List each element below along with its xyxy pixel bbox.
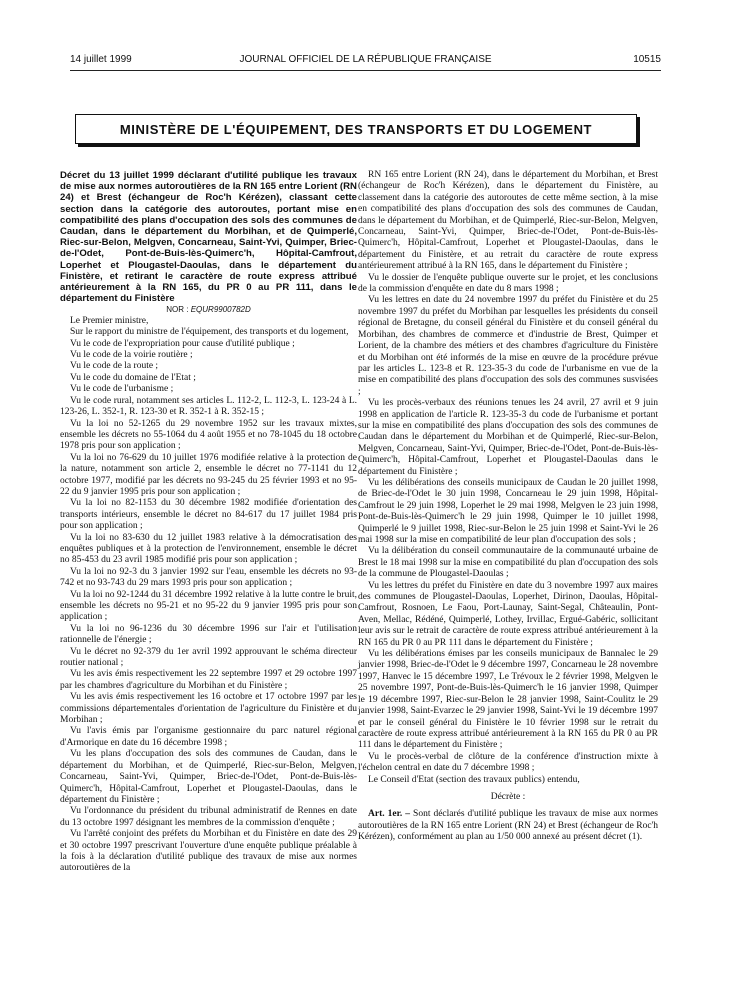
paragraph: Vu les avis émis respectivement les 22 septembre 1997 et 29 octobre 1997 par les chambres d'agriculture du Morbihan et du Finistère ; xyxy=(60,669,357,691)
decrete-heading: Décrète : xyxy=(490,791,526,802)
paragraph: Vu le code de l'urbanisme ; xyxy=(70,384,174,395)
nor-reference xyxy=(60,304,357,315)
header-date: 14 juillet 1999 xyxy=(70,54,132,65)
paragraph: Vu le procès-verbal de clôture de la conférence d'instruction mixte à l'échelon central en date du 7 décembre 1998 ; xyxy=(358,751,658,774)
paragraph: Vu l'avis émis par l'organisme gestionnaire du parc naturel régional d'Armorique en date du 16 décembre 1998 ; xyxy=(60,726,357,748)
paragraph: Vu les plans d'occupation des sols des communes de Caudan, dans le département du Morbihan, et de Quimperlé, Riec-sur-Belon, Melgven, Concarneau, Saint-Yvi, Quimper, Briec-de-l'Odet, Pont-de-Buis-lès-Quimerc'h, Hôpital-Camfrout, Loperhet et Plougastel-Daoulas, dans le département du Finistère ; xyxy=(60,749,357,805)
nor-label: NOR : xyxy=(166,305,191,315)
paragraph: Vu la loi no 83-630 du 12 juillet 1983 relative à la démocratisation des enquêtes publiques et à la protection de l'environnement, ensemble le décret no 85-453 du 23 avril 1985 modifié pris pour son application ; xyxy=(60,532,357,566)
journal-title: JOURNAL OFFICIEL DE LA RÉPUBLIQUE FRANÇAISE xyxy=(239,54,492,65)
paragraph: Vu les avis émis respectivement les 16 octobre et 17 octobre 1997 par les commissions départementales d'orientation de l'agriculture du Finistère et du Morbihan ; xyxy=(60,692,357,726)
paragraph: Vu le code de la route ; xyxy=(70,361,159,372)
right-column xyxy=(358,170,658,844)
paragraph: Vu les délibérations des conseils municipaux de Caudan le 20 juillet 1998, de Briec-de-l'Odet le 30 juin 1998, Concarneau le 29 juin 1998, Hôpital-Camfrout le 29 juin 1998, Loperhet le 29 mai 1998, Melgven le 23 juin 1998, Pont-de-Buis-lès-Quimerc'h le 29 juin 1998, Quimper le 10 juillet 1998, Quimperlé le 9 juillet 1998, Riec-sur-Belon le 25 juin 1998 et Saint-Yvi le 26 mai 1998 sur la mise en compatibilité de leur plan d'occupation des sols ; xyxy=(358,477,658,545)
paragraph: Vu la loi no 52-1265 du 29 novembre 1952 sur les travaux mixtes, ensemble les décrets no 55-1064 du 4 août 1955 et no 78-1045 du 18 octobre 1978 pris pour son application ; xyxy=(60,418,357,452)
paragraph: Vu les délibérations émises par les conseils municipaux de Bannalec le 29 janvier 1998, Briec-de-l'Odet le 9 décembre 1997, Concarneau le 28 novembre 1997, Hanvec le 15 décembre 1997, Le Trévoux le 2 février 1998, Melgven le 25 novembre 1997, Pont-de-Buis-lès-Quimerc'h le 16 janvier 1998, Quimper le 19 décembre 1997, Riec-sur-Belon le 28 janvier 1998, Saint-Coulitz le 29 janvier 1998, Saint-Evarzec le 29 janvier 1998, Saint-Yvi le 19 décembre 1997 et par le conseil général du Finistère le 10 février 1998 sur le retrait du caractère de route express attribué antérieurement à la RN 165 du PR 0 au PR 111 dans le département du Finistère ; xyxy=(358,649,658,751)
paragraph: RN 165 entre Lorient (RN 24), dans le département du Morbihan, et Brest (échangeur de Roc'h Kérézen), dans le département du Finistère, au classement dans la catégorie des autoroutes de cette même section, à la mise en compatibilité des plans d'occupation des sols des communes de Caudan, dans le département du Morbihan, et de Quimperlé, Riec-sur-Belon, Melgven, Concarneau, Saint-Yvi, Quimper, Briec-de-l'Odet, Pont-de-Buis-lès-Quimerc'h, Hôpital-Camfrout, Loperhet et Plougastel-Daoulas, dans le département du Finistère, et au retrait du caractère de route express antérieurement attribué à la RN 165, dans le département du Finistère ; xyxy=(358,170,658,272)
left-column xyxy=(60,170,357,875)
paragraph: Vu le code rural, notamment ses articles L. 112-2, L. 112-3, L. 123-24 à L. 123-26, L. 352-1, R. 123-30 et R. 352-1 à R. 352-15 ; xyxy=(60,395,357,418)
article-1-label: Art. 1er. – xyxy=(368,809,411,820)
article-1 xyxy=(358,809,658,843)
paragraph: Sur le rapport du ministre de l'équipement, des transports et du logement, xyxy=(70,327,349,338)
paragraph: Vu les procès-verbaux des réunions tenues les 24 avril, 27 avril et 9 juin 1998 en application de l'article R. 123-35-3 du code de l'urbanisme et portant sur la mise en compatibilité des plans d'occupation des sols des communes de Caudan dans le département du Morbihan et de Quimperlé, Riec-sur-Belon, Melgven, Concarneau, Saint-Yvi, Quimper, Briec-de-l'Odet, Pont-de-Buis-lès-Quimerc'h, Hôpital-Camfrout, Loperhet et Plougastel-Daoulas dans le département du Finistère ; xyxy=(358,398,658,477)
ministry-banner xyxy=(75,114,637,144)
paragraph: Vu le code de l'expropriation pour cause d'utilité publique ; xyxy=(70,338,295,349)
paragraph: Vu la loi no 82-1153 du 30 décembre 1982 modifiée d'orientation des transports intérieurs, ensemble le décret no 84-617 du 17 juillet 1984 pris pour son application ; xyxy=(60,498,357,532)
paragraph: Vu la délibération du conseil communautaire de la communauté urbaine de Brest le 18 mai 1998 sur la mise en compatibilité du plan d'occupation des sols de la commune de Plougastel-Daoulas ; xyxy=(358,546,658,580)
header-rule xyxy=(70,70,661,71)
paragraph: Vu les lettres du préfet du Finistère en date du 3 novembre 1997 aux maires des communes de Plougastel-Daoulas, Loperhet, Dirinon, Daoulas, Hôpital-Camfrout, Rosnoen, Le Faou, Port-Launay, Saint-Segal, Châteaulin, Pont-Aven, Mellac, Rédéné, Quimperlé, Lothey, Irvillac, Ergué-Gabéric, sollicitant leur avis sur le retrait de caractère de route express attribué antérieurement à la RN 165 du PR 0 au PR 111 dans le département du Finistère ; xyxy=(358,580,658,648)
paragraph: Vu la loi no 96-1236 du 30 décembre 1996 sur l'air et l'utilisation rationnelle de l'énergie ; xyxy=(60,623,357,646)
paragraph: Vu la loi no 92-1244 du 31 décembre 1992 relative à la lutte contre le bruit, ensemble les décrets no 95-21 et no 95-22 du 9 janvier 1995 pris pour son application ; xyxy=(60,589,357,623)
ministry-title: MINISTÈRE DE L'ÉQUIPEMENT, DES TRANSPORTS ET DU LOGEMENT xyxy=(119,121,593,137)
paragraph: Vu la loi no 76-629 du 10 juillet 1976 modifiée relative à la protection de la nature, notamment son article 2, ensemble le décret no 77-1141 du 12 octobre 1977, modifié par les décrets no 93-245 du 25 février 1993 et no 95-22 du 9 janvier 1995 pris pour son application ; xyxy=(60,452,357,497)
paragraph: Vu l'arrêté conjoint des préfets du Morbihan et du Finistère en date des 29 et 30 octobre 1997 prescrivant l'ouverture d'une enquête publique préalable à la fois à la déclaration d'utilité publique des travaux de mise aux normes autoroutières de la xyxy=(60,829,357,874)
paragraph: Le Conseil d'Etat (section des travaux publics) entendu, xyxy=(368,774,580,785)
article-1-text: Sont déclarés d'utilité publique les travaux de mise aux normes autoroutières de la RN 165 entre Lorient (RN 24) et Brest (échangeur de Roc'h Kérézen), conformément au plan au 1/50 000 annexé au présent décret (1). xyxy=(358,809,658,843)
paragraph: Vu la loi no 92-3 du 3 janvier 1992 sur l'eau, ensemble les décrets no 93-742 et no 93-743 du 29 mars 1993 pris pour son application ; xyxy=(60,566,357,589)
paragraph: Vu le dossier de l'enquête publique ouverte sur le projet, et les conclusions de la commission d'enquête en date du 8 mars 1998 ; xyxy=(358,272,658,295)
right-paragraphs xyxy=(358,170,658,786)
paragraph: Vu les lettres en date du 24 novembre 1997 du préfet du Finistère et du 25 novembre 1997 du préfet du Morbihan par lesquelles les présidents du conseil régional de Bretagne, du conseil général du Finistère et du conseil général du Morbihan, des chambres de commerce et d'industrie de Brest, Quimper et Lorient, de la chambre des métiers et des chambres d'agriculture du Finistère et du Morbihan ont été informés de la mise en œuvre de la procédure prévue par les articles L. 123-8 et R. 123-35-3 du code de l'urbanisme en vue de la mise en compatibilité des plans d'occupation des sols des communes susvisées ; xyxy=(358,295,658,397)
paragraph: Le Premier ministre, xyxy=(70,315,149,326)
paragraph: Vu le code de la voirie routière ; xyxy=(70,350,193,361)
page-number: 10515 xyxy=(633,54,661,65)
paragraph: Vu le code du domaine de l'Etat ; xyxy=(70,372,196,383)
page-header xyxy=(70,54,661,70)
decree-title: Décret du 13 juillet 1999 déclarant d'utilité publique les travaux de mise aux normes autoroutières de la RN 165 entre Lorient (RN 24) et Brest (échangeur de Roc'h Kérézen), classant cette section dans la catégorie des autoroutes, portant mise en compatibilité des plans d'occupation des sols des communes de Caudan, dans le département du Morbihan, et de Quimperlé, Riec-sur-Belon, Melgven, Concarneau, Saint-Yvi, Quimper, Briec-de-l'Odet, Pont-de-Buis-lès-Quimerc'h, Hôpital-Camfrout, Loperhet et Plougastel-Daoulas, dans le département du Finistère, et retirant le caractère de route express attribué antérieurement à la RN 165, du PR 0 au PR 111, dans le département du Finistère xyxy=(60,170,357,305)
paragraph: Vu le décret no 92-379 du 1er avril 1992 approuvant le schéma directeur routier national ; xyxy=(60,646,357,669)
paragraph: Vu l'ordonnance du président du tribunal administratif de Rennes en date du 13 octobre 1997 désignant les membres de la commission d'enquête ; xyxy=(60,806,357,828)
nor-value: EQUR9900782D xyxy=(190,305,251,315)
left-paragraphs xyxy=(60,316,357,875)
